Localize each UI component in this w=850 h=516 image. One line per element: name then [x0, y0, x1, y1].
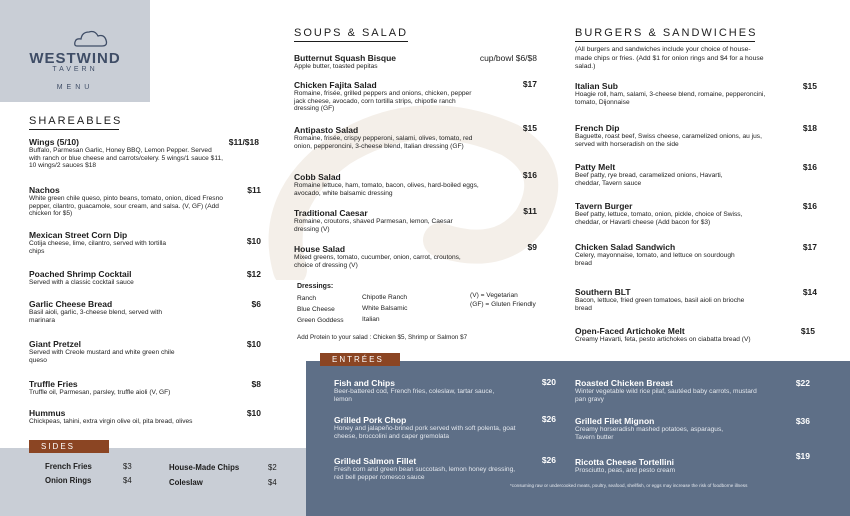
menu-item	[294, 172, 537, 197]
item-name: Truffle Fries	[29, 379, 78, 389]
side-name: French Fries	[45, 462, 92, 471]
item-desc: Chickpeas, tahini, extra virgin olive oil, pita bread, olives	[29, 418, 193, 425]
menu-item	[575, 162, 817, 187]
soups-heading: SOUPS & SALAD	[294, 27, 409, 39]
menu-item	[575, 416, 810, 441]
item-price: $20	[541, 377, 556, 387]
disclaimer: *consuming raw or undercooked meats, poultry, seafood, shellfish, or eggs may increase the risk of foodborne illness	[510, 483, 748, 488]
item-price: $10	[246, 236, 261, 246]
item-desc: Creamy horseradish mashed potatoes, asparagus, Tavern butter	[575, 426, 724, 441]
menu-item	[575, 451, 810, 475]
logo-menu-label: MENU	[56, 84, 94, 91]
burgers-note: (All burgers and sandwiches include your choice of house-made chips or fries. (Add $1 for onion rings and $4 for a house salad.)	[575, 46, 764, 71]
menu-item	[575, 378, 810, 403]
item-price: cup/bowl $6/$8	[479, 53, 537, 63]
item-desc: Winter vegetable wild rice pilaf, sautéed baby carrots, mustard pan gravy	[575, 388, 757, 403]
item-name: Nachos	[29, 185, 60, 195]
menu-item	[294, 53, 537, 71]
burgers-heading: BURGERS & SANDWICHES	[575, 27, 758, 39]
item-name: Grilled Salmon Fillet	[334, 456, 417, 466]
item-price: $26	[541, 414, 556, 424]
logo-name: WESTWIND	[29, 50, 121, 67]
item-price: $11	[247, 185, 261, 195]
side-name: House-Made Chips	[169, 463, 240, 472]
sides-heading: SIDES	[29, 440, 109, 453]
item-desc: Prosciutto, peas, and pesto cream	[575, 467, 676, 474]
item-desc: White green chile queso, pinto beans, tomato, onion, diced Fresno pepper, cilantro, guacamole, sour cream, and salsa. (V, GF) (Add chicken for $5)	[29, 195, 223, 218]
item-desc: Buffalo, Parmesan Garlic, Honey BBQ, Lemon Pepper. Served with ranch or blue cheese and carrots/celery. 5 wings/1 sauce $11, 10 wings/2 sauces $18	[29, 147, 224, 170]
shareables-heading: SHAREABLES	[29, 115, 123, 127]
item-name: Poached Shrimp Cocktail	[29, 269, 132, 279]
legend-gluten-friendly: (GF) = Gluten Friendly	[470, 301, 536, 308]
item-name: Butternut Squash Bisque	[294, 53, 397, 63]
menu-item	[29, 230, 261, 255]
item-price: $11	[523, 206, 537, 216]
side-name: Coleslaw	[169, 478, 203, 487]
side-price: $4	[123, 476, 132, 485]
item-name: Traditional Caesar	[294, 208, 368, 218]
menu-item	[575, 123, 817, 148]
menu-item	[29, 299, 261, 324]
item-price: $19	[795, 451, 810, 461]
item-price: $36	[795, 416, 810, 426]
item-price: $14	[802, 287, 817, 297]
item-price: $10	[246, 408, 261, 418]
side-price: $4	[268, 478, 277, 487]
cloud-icon	[74, 28, 108, 48]
item-desc: Apple butter, toasted pepitas	[294, 63, 378, 70]
menu-item	[294, 244, 537, 269]
item-desc: Served with Creole mustard and white green chile queso	[29, 349, 175, 364]
item-desc: Celery, mayonnaise, tomato, and lettuce on sourdough bread	[575, 252, 735, 267]
item-desc: Romaine, croutons, shaved Parmesan, lemon, Caesar dressing (V)	[294, 218, 453, 233]
item-name: Chicken Fajita Salad	[294, 80, 377, 90]
menu-item	[334, 378, 556, 403]
item-desc: Truffle oil, Parmesan, parsley, truffle aioli (V, GF)	[29, 389, 171, 396]
item-name: Chicken Salad Sandwich	[575, 242, 676, 252]
dressing-option: White Balsamic	[362, 305, 408, 312]
menu-item	[294, 208, 537, 233]
item-price: $16	[802, 162, 817, 172]
item-desc: Bacon, lettuce, fried green tomatoes, basil aioli on brioche bread	[575, 297, 745, 312]
item-name: House Salad	[294, 244, 346, 254]
item-price: $8	[251, 379, 261, 389]
menu-item	[334, 415, 556, 440]
menu-item	[29, 408, 261, 426]
item-price: $15	[800, 326, 815, 336]
item-price: $22	[795, 378, 810, 388]
item-name: Open-Faced Artichoke Melt	[575, 326, 685, 336]
side-price: $2	[268, 463, 277, 472]
item-name: Grilled Pork Chop	[334, 415, 407, 425]
item-name: Italian Sub	[575, 81, 618, 91]
dressing-option: Green Goddess	[297, 317, 344, 324]
menu-item	[29, 339, 261, 364]
divider	[29, 129, 119, 130]
item-desc: Honey and jalapeño-brined pork served with soft polenta, goat cheese, broccolini and caper gremolata	[334, 425, 516, 440]
menu-item	[29, 137, 259, 170]
divider	[575, 41, 755, 42]
item-desc: Cotija cheese, lime, cilantro, served with tortilla chips	[29, 240, 167, 255]
side-price: $3	[123, 462, 132, 471]
menu-item	[29, 269, 261, 287]
menu-item	[294, 125, 537, 150]
item-desc: Basil aioli, garlic, 3-cheese blend, served with marinara	[29, 309, 163, 324]
item-desc: Baguette, roast beef, Swiss cheese, caramelized onions, au jus, served with horseradish on the side	[575, 133, 762, 148]
item-desc: Beef patty, lettuce, tomato, onion, pickle, choice of Swiss, cheddar, or Havarti cheese (Add bacon for $3)	[575, 211, 743, 226]
item-desc: Romaine lettuce, ham, tomato, bacon, olives, hard-boiled eggs, avocado, white balsamic dressing	[294, 182, 479, 197]
item-price: $16	[802, 201, 817, 211]
item-price: $16	[522, 170, 537, 180]
item-name: Grilled Filet Mignon	[575, 416, 655, 426]
dressing-option: Blue Cheese	[297, 306, 335, 313]
menu-item	[29, 185, 261, 218]
item-desc: Mixed greens, tomato, cucumber, onion, carrot, croutons, choice of dressing (V)	[294, 254, 461, 269]
menu-item	[575, 81, 817, 106]
item-name: Giant Pretzel	[29, 339, 81, 349]
dressing-option: Italian	[362, 316, 380, 323]
item-price: $10	[246, 339, 261, 349]
item-price: $15	[802, 81, 817, 91]
item-name: Garlic Cheese Bread	[29, 299, 113, 309]
dressing-option: Chipotle Ranch	[362, 294, 408, 301]
item-name: Wings (5/10)	[29, 137, 79, 147]
item-name: Fish and Chips	[334, 378, 395, 388]
item-name: Ricotta Cheese Tortellini	[575, 457, 675, 467]
item-name: French Dip	[575, 123, 620, 133]
item-price: $11/$18	[228, 137, 259, 147]
menu-item	[334, 456, 556, 481]
menu-item	[575, 326, 815, 344]
item-name: Cobb Salad	[294, 172, 341, 182]
item-desc: Hoagie roll, ham, salami, 3-cheese blend, romaine, pepperoncini, tomato, Dijonnaise	[575, 91, 766, 106]
item-name: Patty Melt	[575, 162, 616, 172]
menu-item	[575, 287, 817, 312]
item-name: Tavern Burger	[575, 201, 633, 211]
item-price: $17	[522, 79, 537, 89]
item-desc: Beer-battered cod, French fries, coleslaw, tartar sauce, lemon	[334, 388, 495, 403]
menu-item	[294, 80, 537, 113]
item-name: Southern BLT	[575, 287, 631, 297]
item-desc: Romaine, frisée, crispy pepperoni, salami, olives, tomato, red onion, pepperoncini, 3-cheese blend, Italian dressing (GF)	[294, 135, 473, 150]
item-name: Mexican Street Corn Dip	[29, 230, 128, 240]
legend-vegetarian: (V) = Vegetarian	[470, 292, 518, 299]
item-price: $15	[522, 123, 537, 133]
item-desc: Fresh corn and green bean succotash, lemon honey dressing, red bell pepper romesco sauce	[334, 466, 516, 481]
item-desc: Creamy Havarti, feta, pesto artichokes on ciabatta bread (V)	[575, 336, 751, 343]
item-name: Hummus	[29, 408, 66, 418]
protein-note: Add Protein to your salad : Chicken $5, Shrimp or Salmon $7	[297, 334, 468, 341]
divider	[294, 41, 408, 42]
item-desc: Beef patty, rye bread, caramelized onions, Havarti, cheddar, Tavern sauce	[575, 172, 723, 187]
item-desc: Romaine, frisée, grilled peppers and onions, chicken, pepper jack cheese, avocado, corn tortilla strips, chipotle ranch dressing (GF)	[294, 90, 472, 113]
item-price: $12	[246, 269, 261, 279]
dressing-option: Ranch	[297, 295, 317, 302]
logo-subtitle: TAVERN	[52, 66, 98, 73]
menu-item	[575, 242, 817, 267]
item-price: $6	[251, 299, 261, 309]
item-price: $18	[802, 123, 817, 133]
item-price: $9	[527, 242, 537, 252]
item-price: $17	[802, 242, 817, 252]
item-desc: Served with a classic cocktail sauce	[29, 279, 134, 286]
menu-item	[29, 379, 261, 397]
dressings-label: Dressings:	[297, 283, 334, 290]
item-name: Roasted Chicken Breast	[575, 378, 673, 388]
item-name: Antipasto Salad	[294, 125, 359, 135]
entrees-heading: ENTRÉES	[320, 353, 400, 366]
side-name: Onion Rings	[45, 476, 92, 485]
item-price: $26	[541, 455, 556, 465]
menu-item	[575, 201, 817, 226]
